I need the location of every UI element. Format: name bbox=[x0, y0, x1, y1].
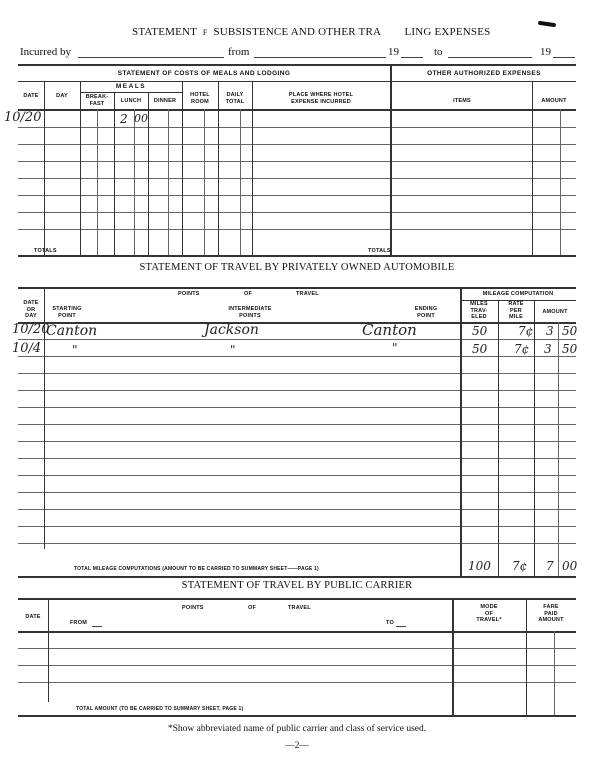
public-points-1: POINTS bbox=[182, 605, 204, 611]
auto-col-rate-3: MILE bbox=[509, 314, 523, 320]
auto-col-rate-1: RATE bbox=[508, 301, 524, 307]
from-line[interactable] bbox=[254, 57, 386, 58]
title-left: STATEMENT bbox=[132, 26, 197, 38]
auto-points-1: POINTS bbox=[178, 291, 200, 297]
col-place-2: EXPENSE INCURRED bbox=[291, 99, 351, 105]
auto-row1-cents: 50 bbox=[562, 324, 578, 338]
meals-section-title: STATEMENT OF COSTS OF MEALS AND LODGING bbox=[117, 70, 291, 77]
public-to-label: TO bbox=[386, 620, 394, 626]
col-hotel-2: ROOM bbox=[191, 99, 209, 105]
auto-col-inter-1: INTERMEDIATE bbox=[228, 306, 272, 312]
auto-total-cents: 00 bbox=[562, 559, 578, 573]
auto-row2-end: " bbox=[392, 341, 398, 355]
auto-row1-miles: 50 bbox=[472, 324, 488, 338]
auto-col-start bbox=[44, 306, 90, 320]
public-col-mode-2: OF bbox=[484, 610, 494, 617]
year-line-2[interactable] bbox=[553, 57, 575, 58]
mileage-title: MILEAGE COMPUTATION bbox=[482, 291, 554, 297]
year-label-2: 19 bbox=[540, 46, 551, 58]
col-breakfast-1: BREAK- bbox=[85, 94, 109, 100]
public-total-label: TOTAL AMOUNT (TO BE CARRIED TO SUMMARY SHEET, PAGE 1) bbox=[76, 706, 244, 712]
col-date: DATE bbox=[23, 93, 39, 99]
auto-total-miles: 100 bbox=[468, 559, 491, 573]
col-breakfast-2: FAST bbox=[89, 101, 105, 107]
auto-col-date-2: OR bbox=[26, 306, 36, 313]
totals-left: TOTALS bbox=[34, 248, 57, 254]
col-amount: AMOUNT bbox=[541, 98, 567, 104]
public-to-line[interactable] bbox=[396, 626, 406, 627]
incurred-by-label: Incurred by bbox=[20, 46, 72, 58]
auto-row2-inter: " bbox=[230, 343, 236, 357]
auto-col-inter-2: POINTS bbox=[239, 313, 261, 319]
public-col-fare bbox=[526, 604, 576, 624]
auto-row1-date: 10/20 bbox=[12, 322, 50, 337]
meals-row-lunch-cents: 00 bbox=[134, 112, 148, 125]
auto-col-start-1: STARTING bbox=[52, 306, 82, 312]
page-number: —2— bbox=[285, 741, 309, 751]
public-from-line[interactable] bbox=[92, 626, 102, 627]
auto-total-dollars: 7 bbox=[546, 559, 554, 573]
auto-section-title: STATEMENT OF TRAVEL BY PRIVATELY OWNED AUTOMOBILE bbox=[139, 262, 455, 273]
incurred-by-line[interactable] bbox=[78, 57, 224, 58]
auto-col-miles-3: ELED bbox=[471, 314, 487, 320]
auto-row1-start: Canton bbox=[46, 323, 98, 339]
public-col-fare-1: FARE bbox=[543, 604, 559, 610]
public-col-mode-3: TRAVEL* bbox=[476, 617, 502, 623]
auto-row2-cents: 50 bbox=[562, 342, 578, 356]
title-gap: F bbox=[202, 28, 208, 37]
auto-col-inter bbox=[200, 306, 300, 320]
title-right: LING EXPENSES bbox=[404, 26, 491, 38]
auto-col-date-1: DATE bbox=[23, 300, 39, 306]
meals-row-lunch-dollars: 2 bbox=[120, 112, 128, 126]
auto-col-miles-1: MILES bbox=[470, 301, 488, 307]
year-line-1[interactable] bbox=[401, 57, 423, 58]
auto-row2-date: 10/4 bbox=[12, 341, 42, 356]
col-dinner: DINNER bbox=[153, 98, 177, 104]
public-col-mode bbox=[452, 604, 526, 624]
col-lunch: LUNCH bbox=[120, 98, 142, 104]
auto-col-rate bbox=[498, 301, 534, 321]
auto-total-rate: 7¢ bbox=[512, 559, 528, 573]
auto-row2-start: " bbox=[72, 343, 78, 357]
auto-points-2: OF bbox=[244, 291, 253, 297]
auto-row2-miles: 50 bbox=[472, 342, 488, 356]
col-hotel bbox=[182, 92, 218, 106]
public-col-fare-3: AMOUNT bbox=[538, 617, 564, 623]
from-label: from bbox=[228, 46, 250, 58]
auto-row2-rate: 7¢ bbox=[514, 342, 530, 356]
col-day: DAY bbox=[56, 93, 68, 99]
form-title bbox=[132, 26, 512, 38]
totals-right: TOTALS bbox=[368, 248, 391, 254]
public-points-3: TRAVEL bbox=[288, 605, 311, 611]
auto-col-date bbox=[18, 300, 44, 320]
public-col-fare-2: PAID bbox=[544, 610, 558, 617]
public-points-2: OF bbox=[248, 605, 257, 611]
auto-row1-end: Canton bbox=[362, 321, 417, 339]
auto-col-start-2: POINT bbox=[58, 313, 76, 319]
public-section-title: STATEMENT OF TRAVEL BY PUBLIC CARRIER bbox=[181, 580, 413, 591]
meals-row-date: 10/20 bbox=[4, 110, 42, 125]
col-daily-2: TOTAL bbox=[225, 99, 245, 105]
auto-col-end-2: POINT bbox=[417, 313, 435, 319]
col-daily bbox=[218, 92, 252, 106]
auto-points-3: TRAVEL bbox=[296, 291, 319, 297]
auto-col-miles-2: TRAV- bbox=[470, 307, 488, 314]
auto-col-rate-2: PER bbox=[510, 307, 522, 314]
other-expenses-title: OTHER AUTHORIZED EXPENSES bbox=[427, 70, 541, 77]
public-from-label: FROM bbox=[70, 620, 87, 626]
to-label: to bbox=[434, 46, 443, 58]
to-line[interactable] bbox=[448, 57, 532, 58]
auto-row1-dollars: 3 bbox=[546, 324, 554, 338]
auto-row1-inter: Jackson bbox=[204, 322, 259, 338]
col-daily-1: DAILY bbox=[226, 92, 244, 98]
title-mid: SUBSISTENCE AND OTHER TRA bbox=[213, 26, 381, 38]
auto-col-end-1: ENDING bbox=[414, 306, 438, 312]
col-meals: MEALS bbox=[115, 83, 147, 90]
auto-total-label: TOTAL MILEAGE COMPUTATIONS (AMOUNT TO BE CARRIED TO SUMMARY SHEET——PAGE 1) bbox=[74, 566, 319, 572]
footnote: *Show abbreviated name of public carrier and class of service used. bbox=[167, 724, 427, 734]
col-items: ITEMS bbox=[453, 98, 471, 104]
col-place bbox=[252, 92, 390, 106]
auto-col-amount: AMOUNT bbox=[542, 309, 568, 315]
auto-row1-rate: 7¢ bbox=[518, 324, 534, 338]
col-breakfast bbox=[80, 94, 114, 108]
col-hotel-1: HOTEL bbox=[190, 92, 210, 98]
auto-col-miles bbox=[460, 301, 498, 321]
public-col-mode-1: MODE bbox=[480, 604, 498, 610]
public-col-date: DATE bbox=[25, 614, 41, 620]
auto-col-date-3: DAY bbox=[25, 313, 37, 319]
auto-row2-dollars: 3 bbox=[544, 342, 552, 356]
year-label-1: 19 bbox=[388, 46, 399, 58]
auto-col-end bbox=[406, 306, 446, 320]
corner-mark bbox=[538, 21, 556, 27]
col-place-1: PLACE WHERE HOTEL bbox=[288, 92, 354, 98]
